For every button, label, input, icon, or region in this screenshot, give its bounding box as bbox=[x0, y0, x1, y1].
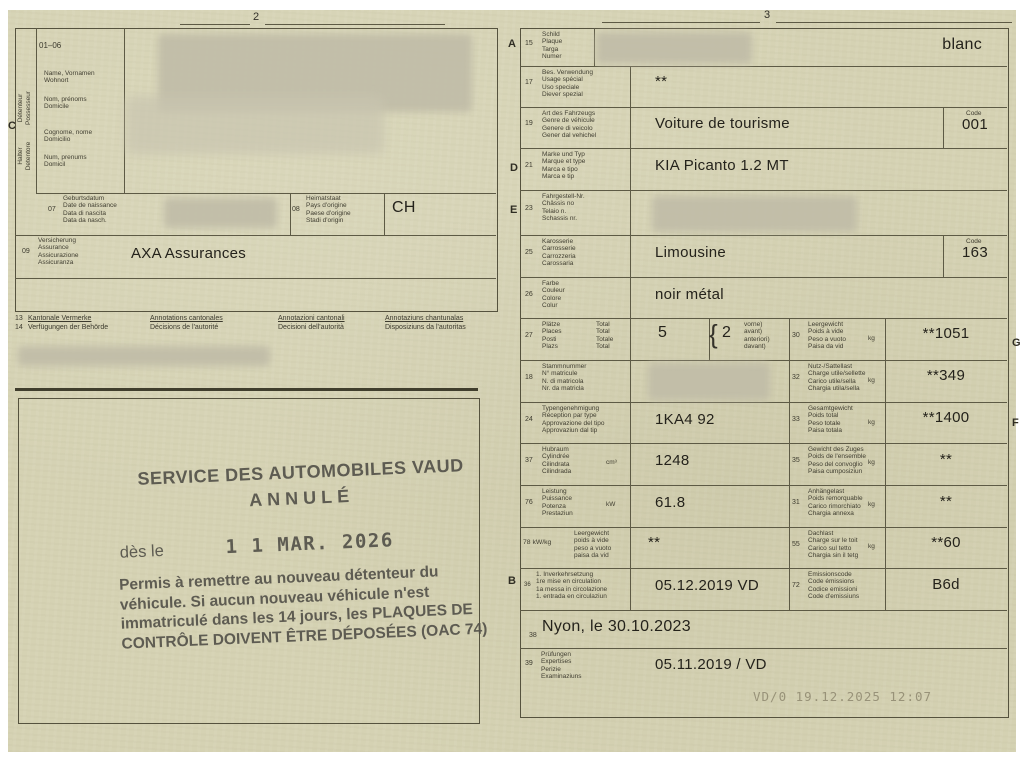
divider bbox=[290, 193, 291, 235]
field-23-number: 23 bbox=[525, 205, 533, 212]
label-line: Farbe bbox=[542, 280, 559, 287]
divider bbox=[124, 28, 125, 193]
field-24-label bbox=[542, 405, 605, 434]
label-line: Emissionscode bbox=[808, 571, 852, 578]
label-line: Places bbox=[542, 328, 562, 336]
divider bbox=[180, 24, 250, 25]
label-line: Gener dal vehichel bbox=[542, 131, 597, 139]
label-line: Totale bbox=[596, 335, 614, 343]
field-55-unit: kg bbox=[868, 543, 875, 550]
holder-label-de bbox=[44, 70, 95, 85]
label-line: Colore bbox=[542, 294, 562, 302]
label-line: Nr. da matricla bbox=[542, 384, 584, 392]
label-line: Peso del convoglio bbox=[808, 460, 863, 468]
label-line: Targa bbox=[542, 45, 559, 53]
field-17-number: 17 bbox=[525, 79, 533, 86]
make-type-value: KIA Picanto 1.2 MT bbox=[655, 157, 789, 174]
field-25-label bbox=[542, 238, 576, 267]
field-38-number: 38 bbox=[529, 632, 537, 639]
label-line: Chargia annexa bbox=[808, 509, 854, 517]
label-line: Diever spezial bbox=[542, 90, 583, 98]
divider bbox=[36, 193, 496, 194]
label-line: Domicile bbox=[44, 103, 69, 111]
empty-weight-value: **1051 bbox=[922, 325, 970, 342]
redaction-plate-number bbox=[596, 32, 752, 64]
label-line: 1a messa in circolazione bbox=[536, 585, 608, 593]
field-55-number: 55 bbox=[792, 541, 800, 548]
label-line: Wohnort bbox=[44, 77, 69, 85]
label-line: Telaio n. bbox=[542, 207, 567, 215]
holder-strip-label-de bbox=[17, 126, 33, 186]
label-line: Poids total bbox=[808, 412, 839, 420]
inspection-value: 05.11.2019 / VD bbox=[655, 656, 767, 673]
towing-weight-value: ** bbox=[939, 493, 953, 510]
seats-front-value: 2 bbox=[722, 324, 732, 341]
field-17-label bbox=[542, 69, 593, 98]
remarks-col1-line2: Verfügungen der Behörde bbox=[28, 324, 109, 331]
field-32-unit: kg bbox=[868, 377, 875, 384]
section-letter-c: C bbox=[8, 120, 16, 132]
label-line: Schassis nr. bbox=[542, 214, 578, 222]
label-line: Nom, prénoms bbox=[44, 96, 87, 103]
label-line: Code émissions bbox=[808, 578, 855, 586]
field-15-number: 15 bbox=[525, 40, 533, 47]
label-line: 1re mise en circulation bbox=[536, 578, 602, 586]
label-line: Versicherung bbox=[38, 237, 76, 244]
field-27-label bbox=[542, 321, 562, 350]
label-line: Poids de l'ensemble bbox=[808, 453, 866, 461]
label-line: Prestaziun bbox=[542, 509, 573, 517]
label-line: 1. entrada en circulaziun bbox=[536, 592, 607, 600]
label-line: Assicurazione bbox=[38, 251, 79, 259]
label-line: davant) bbox=[744, 342, 766, 350]
section-letter-a: A bbox=[508, 38, 516, 50]
stamp-title: SERVICE DES AUTOMOBILES VAUD bbox=[137, 455, 465, 489]
divider bbox=[520, 277, 1007, 278]
label-line: Carrosserie bbox=[542, 245, 576, 253]
divider bbox=[15, 278, 496, 279]
field-72-number: 72 bbox=[792, 582, 800, 589]
field-09-number: 09 bbox=[22, 248, 30, 255]
field-39-number: 39 bbox=[525, 660, 533, 667]
field-19-label bbox=[542, 110, 596, 139]
label-line: Stadi d'origin bbox=[306, 216, 344, 224]
label-line: Art des Fahrzeugs bbox=[542, 110, 596, 117]
remarks-col4-line2: Disposiziuns da l'autoritas bbox=[385, 324, 466, 331]
total-weight-value: **1400 bbox=[922, 409, 970, 426]
field-27-number: 27 bbox=[525, 332, 533, 339]
field-18-number: 18 bbox=[525, 374, 533, 381]
label-line: Plätze bbox=[542, 321, 561, 328]
print-timestamp: VD/0 19.12.2025 12:07 bbox=[753, 689, 933, 704]
label-line: Plazs bbox=[542, 342, 558, 350]
label-line: Approvazione del tipo bbox=[542, 419, 605, 427]
label-line: Code d'emissiuns bbox=[808, 592, 860, 600]
field-30-unit: kg bbox=[868, 335, 875, 342]
label-line: Total bbox=[596, 342, 610, 350]
label-line: Marca e tip bbox=[542, 172, 575, 180]
label-line: Carico utile/sella bbox=[808, 377, 856, 385]
field-36-label bbox=[536, 571, 607, 600]
seats-total-value: 5 bbox=[658, 324, 668, 341]
label-line: N. di matricola bbox=[542, 377, 584, 385]
field-39-label bbox=[541, 651, 581, 680]
field-26-label bbox=[542, 280, 565, 309]
field-08-number: 08 bbox=[292, 206, 300, 213]
field-15-label bbox=[542, 31, 562, 60]
label-line: Paisa da vid bbox=[808, 342, 844, 350]
stamp-des-le: dès le bbox=[119, 541, 165, 562]
section-letter-e: E bbox=[510, 204, 518, 216]
field-26-number: 26 bbox=[525, 291, 533, 298]
remarks-col2-line1: Annotations cantonales bbox=[150, 315, 223, 322]
field-31-number: 31 bbox=[792, 499, 800, 506]
label-line: Cylindrée bbox=[542, 453, 570, 461]
label-line: Cilindrada bbox=[542, 467, 572, 475]
label-line: Paisa cumposiziun bbox=[808, 467, 863, 475]
label-line: Charge utile/sellette bbox=[808, 370, 866, 378]
label-line: Geburtsdatum bbox=[63, 195, 105, 202]
field-37-number: 37 bbox=[525, 457, 533, 464]
stamp-cancelled-text: ANNULÉ bbox=[248, 485, 355, 511]
redaction-stock-number bbox=[648, 363, 770, 400]
label-line: Num, prenums bbox=[44, 154, 87, 161]
label-line: Dachlast bbox=[808, 530, 834, 537]
label-line: Date de naissance bbox=[63, 202, 117, 210]
label-line: Prüfungen bbox=[541, 651, 571, 658]
label-line: Charge sur le toit bbox=[808, 537, 858, 545]
label-line: Poids remorquable bbox=[808, 495, 863, 503]
label-line: Assurance bbox=[38, 244, 69, 252]
label-line: Plaque bbox=[542, 38, 563, 46]
vehicle-type-value: Voiture de tourisme bbox=[655, 115, 790, 132]
label-line: Assicuranza bbox=[38, 258, 74, 266]
divider bbox=[520, 66, 1007, 67]
divider bbox=[776, 22, 1012, 23]
label-line: Couleur bbox=[542, 287, 565, 295]
label-line: Cilindrata bbox=[542, 460, 570, 468]
plate-color-value: blanc bbox=[942, 36, 982, 53]
divider bbox=[520, 443, 1007, 444]
divider bbox=[520, 568, 1007, 569]
field-76-number: 76 bbox=[525, 499, 533, 506]
field-35-unit: kg bbox=[868, 459, 875, 466]
roof-load-value: **60 bbox=[931, 534, 961, 551]
divider bbox=[630, 66, 631, 610]
section-letter-f: F bbox=[1012, 417, 1019, 429]
label-line: Carico rimorchiato bbox=[808, 502, 861, 510]
label-line: Usage spécial bbox=[542, 76, 583, 84]
label-line: Codice emissioni bbox=[808, 585, 858, 593]
remarks-col2-line2: Décisions de l'autorité bbox=[150, 324, 219, 331]
field-18-label bbox=[542, 363, 586, 392]
divider bbox=[520, 235, 1007, 236]
label-line: paisa da vid bbox=[574, 551, 609, 559]
document-paper bbox=[8, 9, 1021, 752]
divider bbox=[520, 485, 1007, 486]
divider bbox=[520, 648, 1007, 649]
section-letter-d: D bbox=[510, 162, 518, 174]
divider bbox=[36, 28, 37, 193]
field-21-number: 21 bbox=[525, 162, 533, 169]
field-13-number: 13 bbox=[15, 315, 23, 322]
brace-glyph: { bbox=[709, 319, 718, 349]
label-line: Carrozzeria bbox=[542, 252, 576, 260]
label-line: vorne) bbox=[744, 321, 763, 328]
section-letter-b: B bbox=[508, 575, 516, 587]
label-line: Anhängelast bbox=[808, 488, 845, 495]
divider bbox=[15, 388, 478, 391]
label-line: Expertises bbox=[541, 658, 572, 666]
label-line: Leergewicht bbox=[808, 321, 844, 328]
power-weight-value: ** bbox=[648, 534, 661, 551]
seats-front-label bbox=[744, 321, 770, 350]
divider bbox=[520, 107, 1007, 108]
label-line: Cognome, nome bbox=[44, 129, 93, 136]
field-33-label bbox=[808, 405, 853, 434]
label-line: Perizie bbox=[541, 665, 561, 673]
field-27-total-label bbox=[596, 321, 613, 350]
field-78-label bbox=[574, 530, 611, 559]
page-number-right: 3 bbox=[764, 9, 771, 21]
field-32-number: 32 bbox=[792, 374, 800, 381]
label-line: Domicil bbox=[44, 161, 66, 169]
body-type-value: Limousine bbox=[655, 244, 727, 261]
remarks-col3-line2: Decisioni dell'autorità bbox=[278, 324, 344, 331]
label-line: Total bbox=[596, 328, 610, 336]
label-line: Data da nasch. bbox=[63, 216, 107, 224]
page-number-left: 2 bbox=[253, 11, 260, 23]
vehicle-type-code-value: 001 bbox=[962, 116, 988, 133]
redaction-holder-address bbox=[126, 96, 384, 154]
label-line: Halter bbox=[17, 147, 24, 165]
field-72-label bbox=[808, 571, 859, 600]
label-line: Paese d'origine bbox=[306, 209, 351, 217]
label-line: Carossaria bbox=[542, 259, 574, 267]
label-line: Leistung bbox=[542, 488, 567, 495]
label-line: Genere di veicolo bbox=[542, 124, 593, 132]
field-35-number: 35 bbox=[792, 457, 800, 464]
label-line: Gewicht des Zuges bbox=[808, 446, 864, 453]
label-line: Châssis no bbox=[542, 200, 575, 208]
field-37-label bbox=[542, 446, 571, 475]
field-25-number: 25 bbox=[525, 249, 533, 256]
label-line: Marca e tipo bbox=[542, 165, 578, 173]
holder-label-rm bbox=[44, 154, 87, 169]
field-78-number: 78 kW/kg bbox=[523, 539, 552, 546]
displacement-value: 1248 bbox=[655, 452, 690, 469]
remarks-col1-line1: Kantonale Vermerke bbox=[28, 315, 92, 322]
stamp-date-row bbox=[107, 525, 500, 563]
label-line: Uso speciale bbox=[542, 83, 580, 91]
train-weight-value: ** bbox=[939, 451, 953, 468]
label-line: Domicilio bbox=[44, 136, 71, 144]
divider bbox=[15, 235, 496, 236]
label-line: Gesamtgewicht bbox=[808, 405, 853, 412]
power-value: 61.8 bbox=[655, 494, 686, 511]
insurance-value: AXA Assurances bbox=[131, 245, 247, 262]
divider bbox=[265, 24, 445, 25]
label-line: Stammnummer bbox=[542, 363, 587, 370]
divider bbox=[789, 318, 790, 610]
redaction-chassis-number bbox=[652, 196, 857, 232]
label-line: poids à vide bbox=[574, 537, 609, 545]
payload-value: **349 bbox=[926, 367, 966, 384]
label-line: Fahrgestell-Nr. bbox=[542, 193, 585, 200]
label-line: Posti bbox=[542, 335, 557, 343]
label-line: Pays d'origine bbox=[306, 202, 347, 210]
divider bbox=[520, 402, 1007, 403]
holder-label-fr bbox=[44, 96, 87, 111]
field-07-number: 07 bbox=[48, 206, 56, 213]
label-line: Poids à vide bbox=[808, 328, 844, 336]
body-code-label: Code bbox=[966, 238, 982, 245]
label-line: Schild bbox=[542, 31, 560, 38]
divider bbox=[594, 28, 595, 66]
label-line: Numer bbox=[542, 52, 562, 60]
divider bbox=[520, 148, 1007, 149]
field-30-number: 30 bbox=[792, 332, 800, 339]
origin-country-value: CH bbox=[392, 199, 416, 216]
label-line: Chargia sin il tetg bbox=[808, 551, 859, 559]
type-approval-value: 1KA4 92 bbox=[655, 411, 715, 428]
redaction-birthdate bbox=[164, 198, 277, 228]
field-32-label bbox=[808, 363, 865, 392]
label-line: Examinaziuns bbox=[541, 672, 582, 680]
field-08-label bbox=[306, 195, 351, 224]
label-line: Chargia utila/sella bbox=[808, 384, 860, 392]
label-line: 1. Inverkehrsetzung bbox=[536, 571, 594, 578]
label-line: Approvaziun dal tip bbox=[542, 426, 598, 434]
label-line: Colur bbox=[542, 301, 558, 309]
label-line: peso a vuoto bbox=[574, 544, 612, 552]
divider bbox=[520, 527, 1007, 528]
section-letter-g: G bbox=[1012, 337, 1021, 349]
divider bbox=[520, 360, 1007, 361]
divider bbox=[520, 610, 1007, 611]
field-23-label bbox=[542, 193, 585, 222]
color-value: noir métal bbox=[655, 286, 724, 303]
label-line: Leergewicht bbox=[574, 530, 610, 537]
divider bbox=[520, 318, 1007, 319]
stamp-date: 1 1 MAR. 2026 bbox=[225, 529, 395, 559]
field-30-label bbox=[808, 321, 846, 350]
label-line: Possesseur bbox=[24, 91, 32, 125]
stamp-body-text: Permis à remettre au nouveau détenteur du véhicule. Si aucun nouveau véhicule n'est immatriculé dans les 14 jours, les PLAQUES DE CONTRÔLE DOIVENT ÊTRE DÉPOSÉES (OAC 74) bbox=[118, 563, 488, 653]
label-line: Karosserie bbox=[542, 238, 574, 245]
holder-label-it bbox=[44, 129, 92, 144]
vehicle-type-code-label: Code bbox=[966, 110, 982, 117]
field-31-label bbox=[808, 488, 863, 517]
label-line: Data di nascita bbox=[63, 209, 106, 217]
label-line: Potenza bbox=[542, 502, 566, 510]
label-line: Peso totale bbox=[808, 419, 841, 427]
field-37-unit: cm³ bbox=[606, 459, 617, 466]
label-line: Paisa totala bbox=[808, 426, 842, 434]
divider bbox=[384, 193, 385, 235]
label-line: Heimatstaat bbox=[306, 195, 341, 202]
first-registration-value: 05.12.2019 VD bbox=[655, 577, 759, 594]
special-use-value: ** bbox=[655, 73, 668, 90]
issue-place-date-value: Nyon, le 30.10.2023 bbox=[542, 618, 691, 635]
emission-code-value: B6d bbox=[932, 576, 960, 593]
label-line: Detentore bbox=[24, 141, 32, 171]
field-range-label: 01–06 bbox=[39, 41, 62, 50]
label-line: Typengenehmigung bbox=[542, 405, 600, 412]
label-line: Marque et type bbox=[542, 158, 586, 166]
field-33-unit: kg bbox=[868, 419, 875, 426]
field-76-unit: kW bbox=[606, 501, 616, 508]
field-14-number: 14 bbox=[15, 324, 23, 331]
label-line: Puissance bbox=[542, 495, 572, 503]
label-line: Name, Vornamen bbox=[44, 70, 95, 77]
field-76-label bbox=[542, 488, 573, 517]
field-31-unit: kg bbox=[868, 501, 875, 508]
label-line: Carico sul tetto bbox=[808, 544, 852, 552]
label-line: Réception par type bbox=[542, 412, 597, 420]
field-35-label bbox=[808, 446, 866, 475]
divider bbox=[602, 22, 760, 23]
redaction-remarks bbox=[18, 346, 270, 366]
field-55-label bbox=[808, 530, 858, 559]
field-09-label bbox=[38, 237, 78, 266]
field-36-number: 36 bbox=[524, 582, 531, 588]
label-line: Détenteur bbox=[17, 93, 24, 123]
label-line: Bes. Verwendung bbox=[542, 69, 593, 76]
label-line: Genre de véhicule bbox=[542, 117, 595, 125]
remarks-col4-line1: Annotaziuns chantunalas bbox=[385, 315, 464, 322]
label-line: anteriori) bbox=[744, 335, 770, 343]
label-line: Marke und Typ bbox=[542, 151, 585, 158]
remarks-col3-line1: Annotazioni cantonali bbox=[278, 315, 345, 322]
label-line: Peso a vuoto bbox=[808, 335, 846, 343]
label-line: avant) bbox=[744, 328, 763, 336]
body-code-value: 163 bbox=[962, 244, 988, 261]
field-07-label bbox=[63, 195, 117, 224]
label-line: Nutz-/Sattellast bbox=[808, 363, 853, 370]
divider bbox=[520, 190, 1007, 191]
cancellation-stamp bbox=[104, 454, 503, 654]
label-line: Total bbox=[596, 321, 610, 328]
field-33-number: 33 bbox=[792, 416, 800, 423]
label-line: N° matricule bbox=[542, 370, 578, 378]
field-19-number: 19 bbox=[525, 120, 533, 127]
field-21-label bbox=[542, 151, 585, 180]
field-24-number: 24 bbox=[525, 416, 533, 423]
label-line: Hubraum bbox=[542, 446, 569, 453]
